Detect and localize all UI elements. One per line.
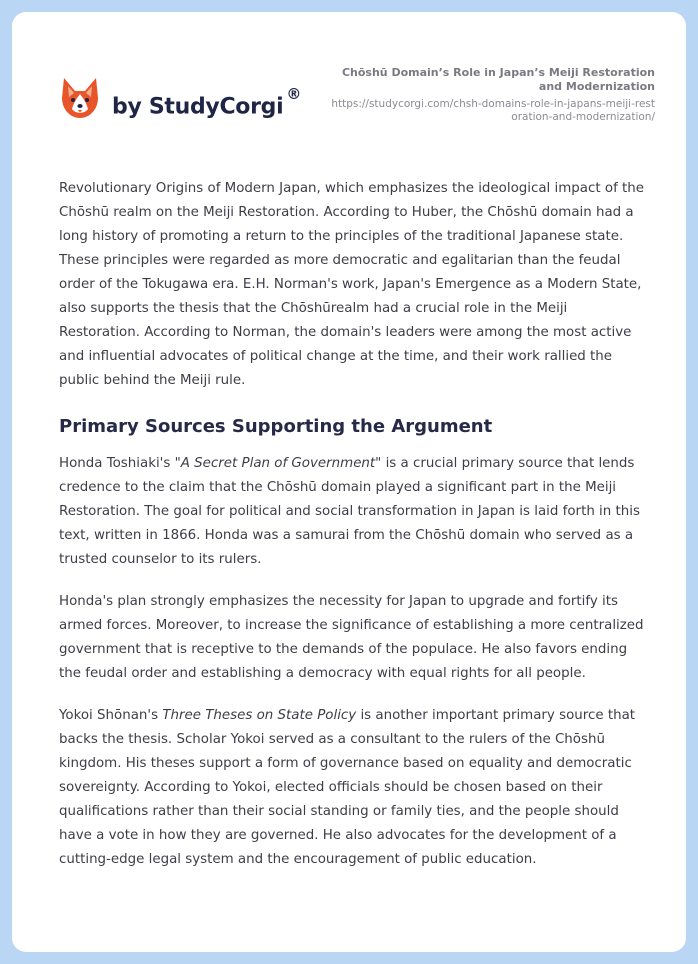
document-page xyxy=(12,12,686,952)
article-body xyxy=(59,177,651,890)
source-title: Three Theses on State Policy xyxy=(162,708,357,723)
paragraph: Honda Toshiaki's "A Secret Plan of Government" is a crucial primary source that lends credence to the claim that the Chōshū domain played a significant part in the Meiji Restoration. The goal for political and social transformation in Japan is laid forth in this text, written in 1866. Honda was a samurai from the Chōshū domain who served as a trusted counselor to its rulers. xyxy=(59,456,640,567)
paragraph: Yokoi Shōnan's Three Theses on State Policy is another important primary source that backs the thesis. Scholar Yokoi served as a consultant to the rulers of the Chōshū kingdom. His theses support a form of governance based on equality and democratic sovereignty. According to Yokoi, elected officials should be chosen based on their qualifications rather than their social standing or family ties, and the people should have a vote in how they are governed. He also advocates for the development of a cutting-edge legal system and the encouragement of public education. xyxy=(59,708,636,867)
source-title: A Secret Plan of Government xyxy=(180,456,376,471)
paragraph: Honda's plan strongly emphasizes the necessity for Japan to upgrade and fortify its armed forces. Moreover, to increase the significance of establishing a more centralized government that is receptive to the demands of the populace. He also favors ending the feudal order and establishing a democracy with equal rights for all people. xyxy=(59,594,644,681)
studycorgi-logo[interactable] xyxy=(60,76,301,120)
document-url[interactable]: https://studycorgi.com/chsh-domains-role-in-japans-meiji-restoration-and-modernization/ xyxy=(331,98,655,123)
document-title: Chōshū Domain’s Role in Japan’s Meiji Restoration and Modernization xyxy=(341,66,655,93)
corgi-icon xyxy=(60,76,100,120)
paragraph: Revolutionary Origins of Modern Japan, which emphasizes the ideological impact of the Chōshū realm on the Meiji Restoration. According to Huber, the Chōshū domain had a long history of promoting a return to the principles of the traditional Japanese state. These principles were regarded as more democratic and egalitarian than the feudal order of the Tokugawa era. E.H. Norman's work, Japan's Emergence as a Modern State, also supports the thesis that the Chōshūrealm had a crucial role in the Meiji Restoration. According to Norman, the domain's leaders were among the most active and influential advocates of political change at the time, and their work rallied the public behind the Meiji rule. xyxy=(59,181,645,388)
brand-name: by StudyCorgi® xyxy=(112,84,302,120)
document-meta xyxy=(325,66,655,124)
section-heading: Primary Sources Supporting the Argument xyxy=(59,416,493,437)
